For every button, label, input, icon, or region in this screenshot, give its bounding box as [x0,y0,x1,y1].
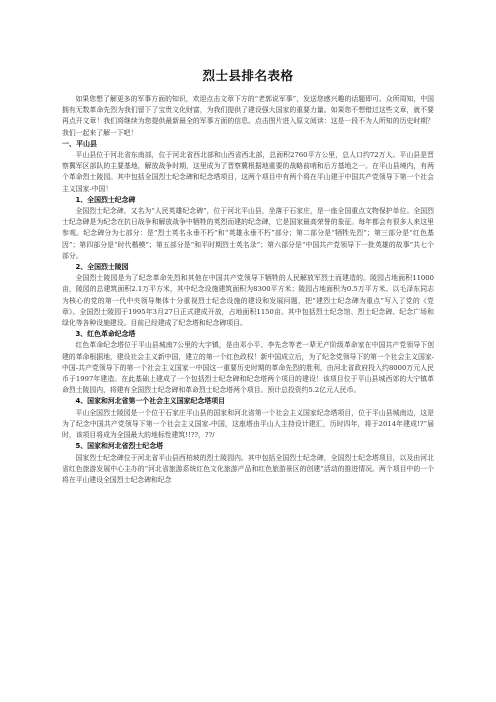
item-body-cemetery: 全国烈士陵园是为了纪念革命先烈和其他在中国共产党领导下牺牲的人民解放军烈士而建造的。陵园占地面积11000亩，陵园的总建筑面积2.1万平方米，其中纪念设施建筑面积为8300平方米；陵园占地面积为0.5万平方米。以毛泽东同志为核心的党的第一代中央领导集体十分重视烈士纪念设施的建设和发展问题，把“建烈士纪念碑为重点”写入了党的《党章》。全国烈士陵园于1995年3月27日正式建成开放，占地面积1150亩。其中包括烈士纪念馆、烈士纪念碑、纪念广场和绿化等各种设施建设。目前已经建成了纪念塔和纪念碑项目。 [62,274,434,328]
document-page [62,66,434,486]
item-heading-national-tower-project: 4、国家和河北省第一个社会主义国家纪念塔项目 [75,397,225,406]
item-body-national-tower-project: 平山全国烈士陵园是一个位于石家庄平山县的国家和河北省第一个社会主义国家纪念塔项目，位于平山县城南边，这是为了纪念中国共产党领导下第一个社会主义国家-中国，这座塔由平山人主持设计建汇，历时四年，将于2014年建成!?“届时，该项目将成为全国最大的地标性建筑!!??，??/ [62,408,434,440]
item-body-martyrs-tower: 国家烈士纪念碑位于河北省平山县西柏坡的烈士陵园内。其中包括全国烈士纪念碑，全国烈士纪念塔项目，以及由河北省红色旅游发展中心主办的“河北省旅游系统红色文化旅游产品和红色旅游景区的创建”活动的推进情况。两个项目中的一个将在平山建设全国烈士纪念碑和纪念 [62,453,434,484]
section-heading-pingshan: 一、平山县 [62,139,97,148]
intro-paragraph: 如果您想了解更多的军事方面的知识，欢迎点击文章下方的“老郭说军事”，发送您感兴趣的话题即可。众所周知，中国拥有无数革命先烈为我们留下了宝贵文化财富，为我们提供了建设强大国家的重要力量。如果您不想错过这些文章，就不要再点开文章！我们将继续为您提供最新最全的军事方面的信息。点击图片进入原文阅读：这是一段不为人所知的历史时期？我们一起来了解一下吧！ [62,95,434,137]
item-heading-cemetery: 2、全国烈士陵园 [75,263,129,272]
item-heading-red-tower: 3、红色革命纪念塔 [75,330,136,339]
item-body-red-tower: 红色革命纪念塔位于平山县城南7公里的大宇镇，是由邓小平、李先念等老一辈无产阶级革命家在中国共产党领导下创建的革命根据地，建设社会主义新中国，建立的第一个红色政权！新中国成立后，为了纪念党领导下的第一个社会主义国家-中国-共产党领导下的第一个社会主义国家一中国这一重要历史时期的革命先烈的胜利，由河北省政府投入约8000万元人民币于1997年建造。在此基础上建成了一个包括烈士纪念碑和纪念塔两个项目的建设！该项目位于平山县城西郊的大宁镇革命烈士陵园内，将建有全国烈士纪念碑和革命烈士纪念塔两个项目。预计总投资约5.2亿元人民币。 [62,341,434,395]
item-heading-monument: 1、全国烈士纪念碑 [75,195,136,204]
page-title: 烈士县排名表格 [202,68,294,83]
item-heading-martyrs-tower: 5、国家和河北省烈士纪念塔 [75,442,163,451]
item-body-monument: 全国烈士纪念碑，又名为“人民英雄纪念碑”，位于河北平山县，坐落于石家庄，是一座全国重点文物保护单位。全国烈士纪念碑是为纪念在抗日战争和解放战争中牺牲的英烈而建的纪念碑，它是国家最高荣誉的象征。每年都会有很多人来这里参观。纪念碑分为七部分：是“烈士英名永垂不朽”和“英雄永垂不朽”部分；第二部分是“牺牲先烈”；第三部分是“红色基因”；第四部分是“时代楷模”；第五部分是“和平时期烈士英名录”；第六部分是“中国共产党领导下一批英雄的故事”共七个部分。 [62,207,434,260]
section-body-pingshan: 平山县位于河北省东南部，位于河北省西北部和山西省西北部，总面积2760平方公里，总人口约72万人。平山县是晋察冀军区部队的主要基地，解放战争时期，这里成为了晋察冀根据地重要的战略前哨和后方基地之一。在平山县境内，有两个革命烈士陵园。其中包括全国烈士纪念碑和纪念塔项目，这两个项目中有两个将在平山建于中国共产党领导下第一个社会主义国家-中国！ [62,151,434,193]
